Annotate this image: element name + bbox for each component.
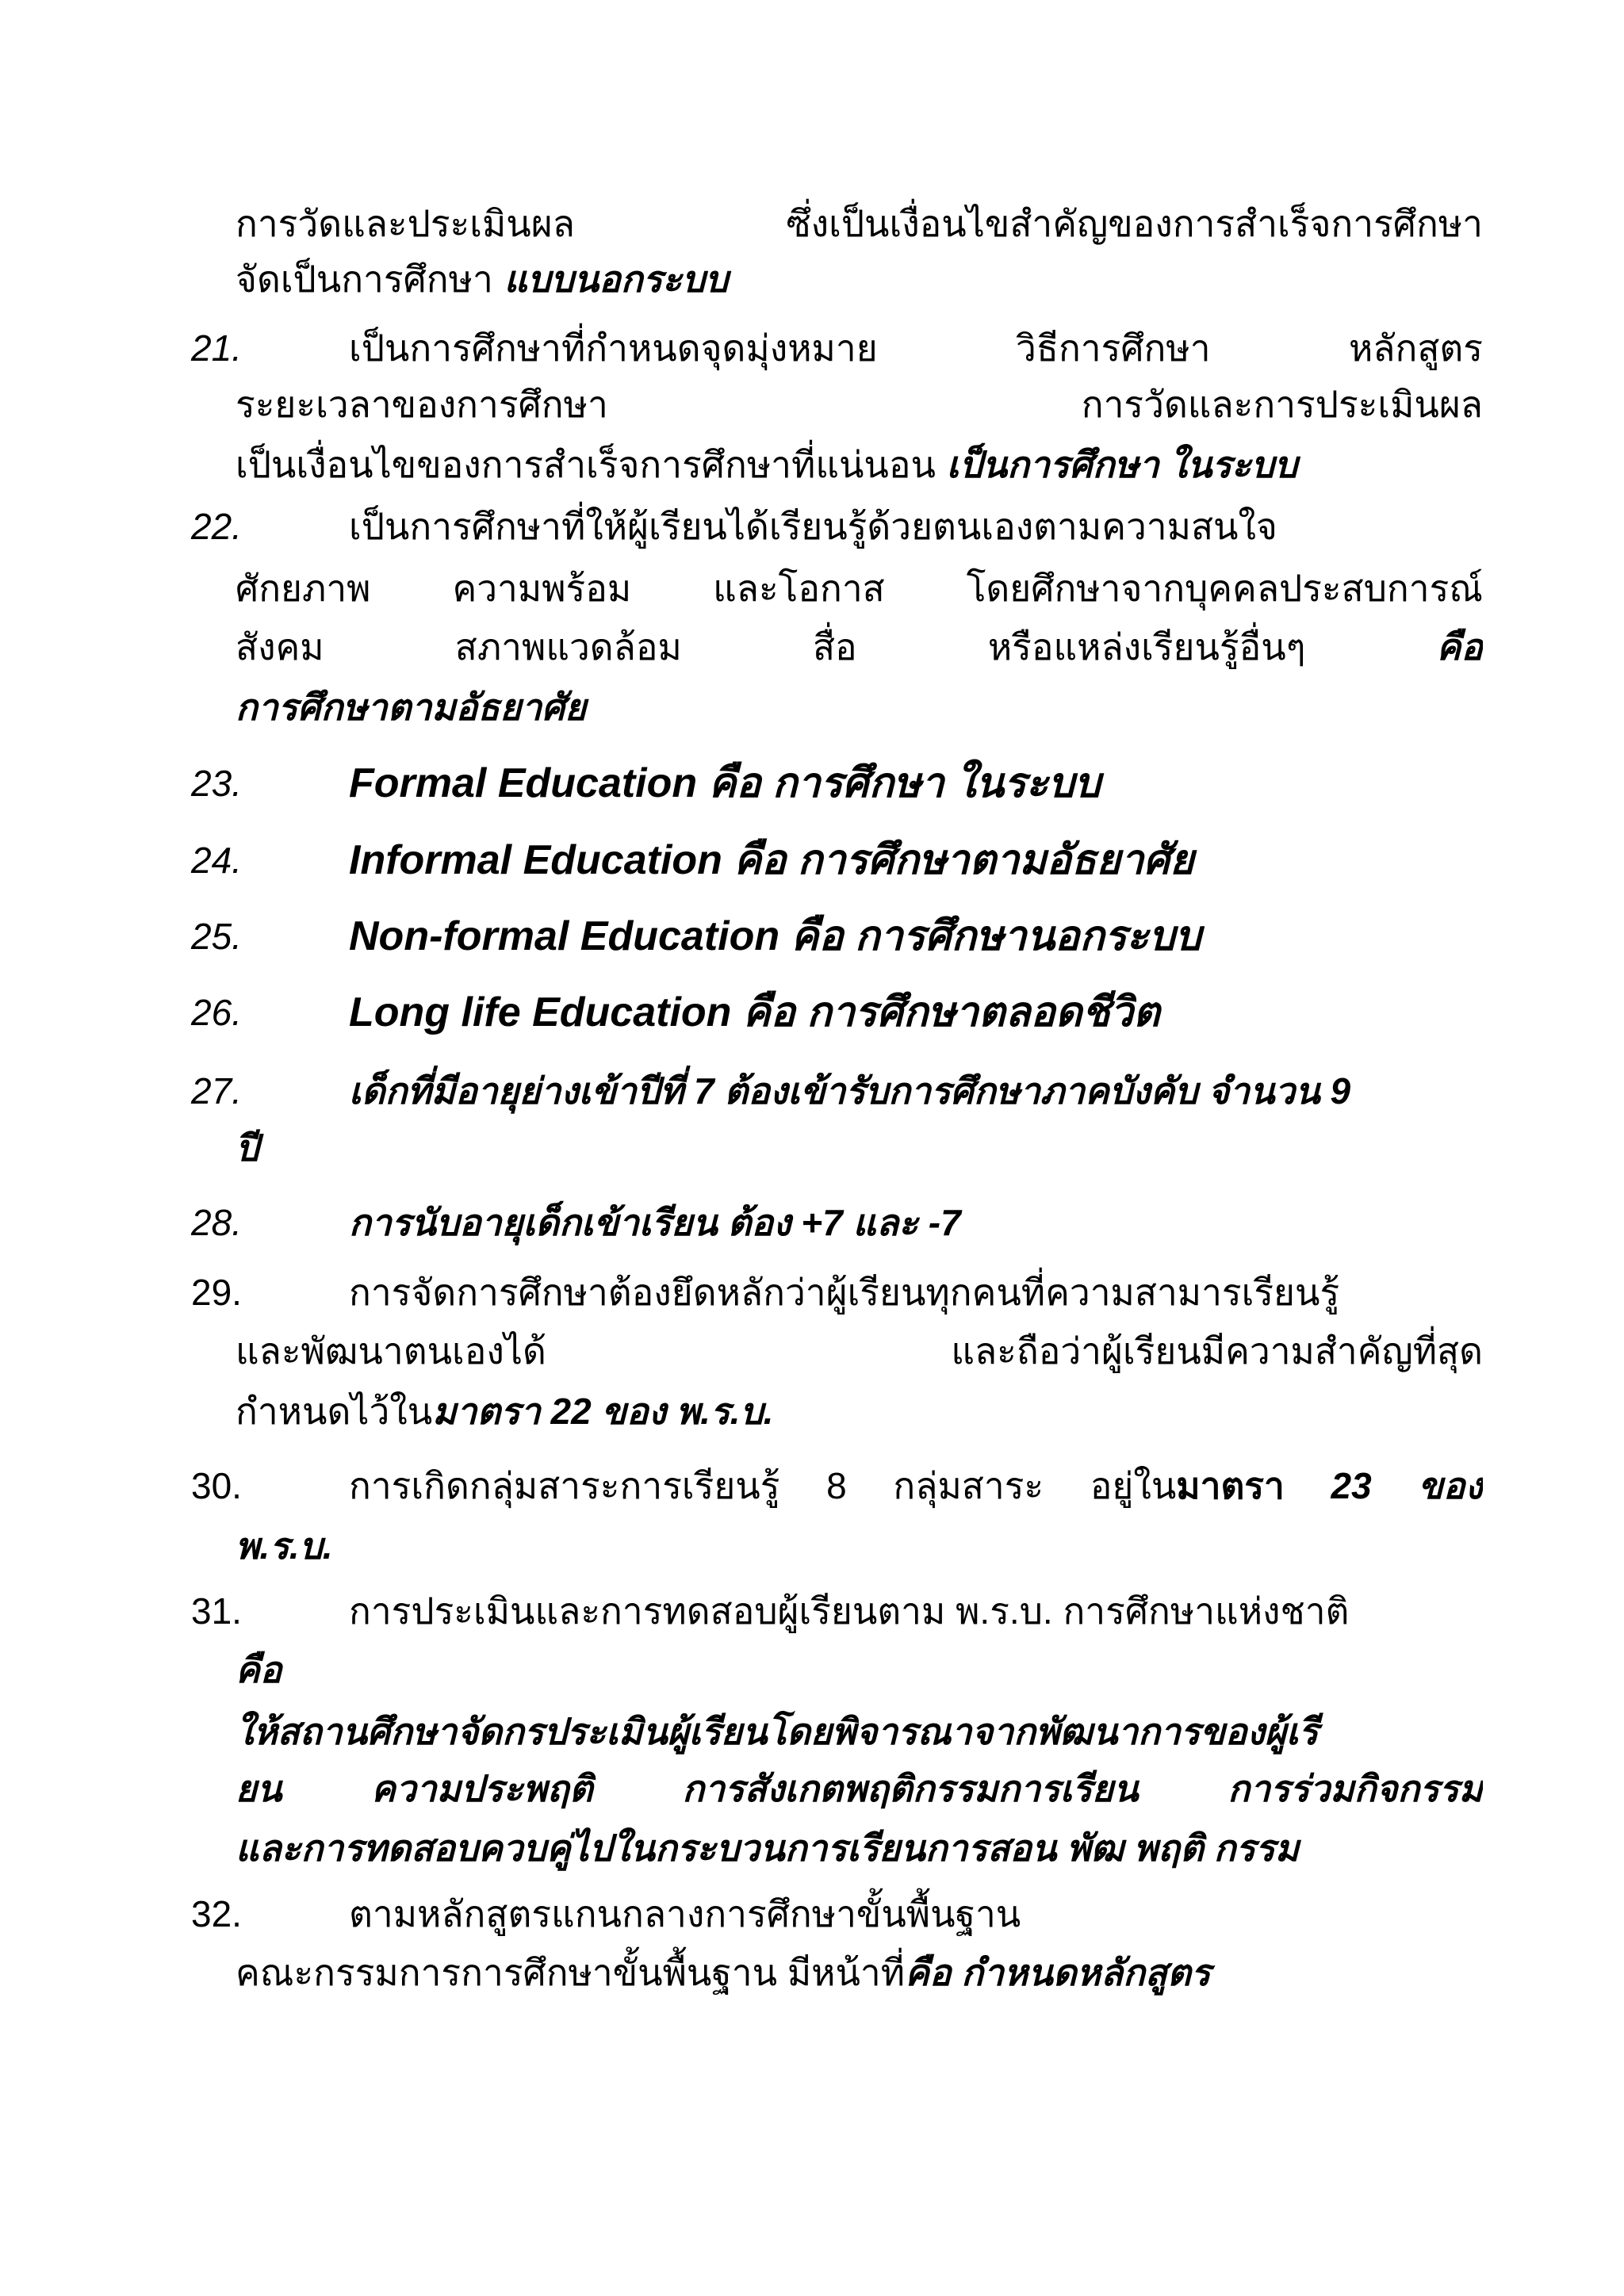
text-segment: และโอกาส bbox=[713, 568, 885, 609]
item-24-line-1 bbox=[349, 831, 1483, 890]
text-group bbox=[1090, 1456, 1285, 1515]
text-segment: ตามหลักสูตรแกนกลางการศึกษาขั้นพื้นฐาน bbox=[349, 1893, 1021, 1934]
item-number: 23. bbox=[191, 763, 242, 804]
item-number: 25. bbox=[191, 916, 242, 957]
text-segment: อยู่ใน bbox=[1090, 1465, 1177, 1506]
text-segment: จัดเป็นการศึกษา bbox=[236, 258, 493, 300]
item-number: 28. bbox=[191, 1202, 242, 1243]
emphasis-text: Non-formal Education คือ การศึกษานอกระบบ bbox=[349, 913, 1201, 959]
item-29-line-1 bbox=[349, 1263, 1483, 1322]
text-segment: และพัฒนาตนเองได้ bbox=[236, 1330, 546, 1372]
item-number: 24. bbox=[191, 840, 242, 881]
emphasis-text: 23 bbox=[1331, 1465, 1372, 1506]
continuation-line-2 bbox=[236, 250, 1483, 308]
item-number: 29. bbox=[191, 1272, 242, 1313]
item-30-line-2 bbox=[236, 1517, 1483, 1575]
emphasis-text: การศึกษาตามอัธยาศัย bbox=[236, 687, 587, 728]
item-28-line-1 bbox=[349, 1193, 1483, 1252]
item-31-line-3 bbox=[236, 1702, 1483, 1761]
item-31-line-2 bbox=[236, 1640, 1483, 1699]
item-number: 31. bbox=[191, 1590, 242, 1632]
emphasis-text: คือ bbox=[1436, 626, 1483, 668]
emphasis-text: คือ bbox=[236, 1649, 282, 1690]
emphasis-text: และการทดสอบควบคู่ไปในกระบวนการเรียนการสอน พัฒ พฤติ กรรม bbox=[236, 1827, 1300, 1869]
text-segment: วิธีการศึกษา bbox=[1016, 327, 1211, 369]
item-30-line-1 bbox=[349, 1456, 1483, 1515]
emphasis-text: พ.ร.บ. bbox=[236, 1525, 333, 1567]
text-segment: กลุ่มสาระ bbox=[893, 1465, 1044, 1506]
item-26-line-1 bbox=[349, 983, 1483, 1042]
emphasis-text: มาตรา bbox=[1176, 1465, 1285, 1506]
text-segment: เป็นการศึกษาที่ให้ผู้เรียนได้เรียนรู้ด้วยตนเองตามความสนใจ bbox=[349, 506, 1277, 547]
item-25-line-1 bbox=[349, 907, 1483, 966]
text-segment: โดยศึกษาจากบุคคลประสบการณ์ bbox=[966, 568, 1483, 609]
text-segment: หรือแหล่งเรียนรู้อื่นๆ bbox=[987, 626, 1306, 668]
item-31-line-4 bbox=[236, 1759, 1483, 1818]
emphasis-text: การร่วมกิจกรรม bbox=[1228, 1768, 1483, 1809]
item-23-line-1 bbox=[349, 754, 1483, 813]
text-segment: เป็นการศึกษาที่กำหนดจุดมุ่งหมาย bbox=[349, 327, 878, 369]
item-number: 30. bbox=[191, 1465, 242, 1506]
text-segment: สื่อ bbox=[812, 626, 857, 668]
text-segment: การจัดการศึกษาต้องยึดหลักว่าผู้เรียนทุกคนที่ความสามารเรียนรู้ bbox=[349, 1272, 1340, 1313]
emphasis-text: เด็กที่มีอายุย่างเข้าปีที่ 7 ต้องเข้ารับการศึกษาภาคบังคับ จำนวน 9 bbox=[349, 1070, 1351, 1112]
item-number: 22. bbox=[191, 506, 242, 547]
emphasis-text: ปี bbox=[236, 1127, 259, 1169]
emphasis-text: การนับอายุเด็กเข้าเรียน ต้อง +7 และ -7 bbox=[349, 1202, 961, 1243]
emphasis-text: การสังเกตพฤติกรรมการเรียน bbox=[682, 1768, 1139, 1809]
text-segment: ซึ่งเป็นเงื่อนไขสำคัญของการสำเร็จการศึกษา bbox=[786, 203, 1483, 244]
emphasis-text: Informal Education คือ การศึกษาตามอัธยาศัย bbox=[349, 837, 1194, 883]
emphasis-text: Long life Education คือ การศึกษาตลอดชีวิต bbox=[349, 989, 1160, 1035]
text-segment: ระยะเวลาของการศึกษา bbox=[236, 384, 608, 425]
item-22-line-4 bbox=[236, 678, 1483, 737]
text-segment: ศักยภาพ bbox=[236, 568, 371, 609]
item-32-line-1 bbox=[349, 1885, 1483, 1943]
text-segment: ความพร้อม bbox=[452, 568, 632, 609]
item-21-line-2 bbox=[236, 375, 1483, 434]
text-segment: สังคม bbox=[236, 626, 324, 668]
item-number: 27. bbox=[191, 1070, 242, 1112]
text-segment: การวัดและประเมินผล bbox=[236, 203, 575, 244]
emphasis-text: มาตรา 22 ของ พ.ร.บ. bbox=[432, 1391, 774, 1432]
text-segment: คณะกรรมการการศึกษาขั้นพื้นฐาน มีหน้าที่ bbox=[236, 1952, 906, 1993]
item-31-line-1 bbox=[349, 1582, 1483, 1640]
emphasis-text: แบบนอกระบบ bbox=[504, 258, 729, 300]
emphasis-text: ความประพฤติ bbox=[371, 1768, 593, 1809]
item-29-line-3 bbox=[236, 1382, 1483, 1441]
emphasis-text: คือ กำหนดหลักสูตร bbox=[905, 1952, 1211, 1993]
text-segment: การประเมินและการทดสอบผู้เรียนตาม พ.ร.บ. การศึกษาแห่งชาติ bbox=[349, 1590, 1350, 1632]
text-segment: เป็นเงื่อนไขของการสำเร็จการศึกษาที่แน่นอน bbox=[236, 444, 936, 485]
emphasis-text: เป็นการศึกษา ในระบบ bbox=[946, 444, 1298, 485]
text-segment: การเกิดกลุ่มสาระการเรียนรู้ bbox=[349, 1465, 780, 1506]
text-segment: การวัดและการประเมินผล bbox=[1081, 384, 1483, 425]
item-32-line-2 bbox=[236, 1943, 1483, 2002]
text-segment: และถือว่าผู้เรียนมีความสำคัญที่สุด bbox=[951, 1330, 1483, 1372]
text-segment: สภาพแวดล้อม bbox=[454, 626, 682, 668]
emphasis-text: ของ bbox=[1418, 1465, 1483, 1506]
continuation-line-1 bbox=[236, 194, 1483, 253]
item-27-line-2 bbox=[236, 1119, 1483, 1177]
item-number: 32. bbox=[191, 1893, 242, 1934]
item-22-line-2 bbox=[236, 559, 1483, 618]
text-segment: หลักสูตร bbox=[1348, 327, 1483, 369]
item-21-line-3 bbox=[236, 435, 1483, 494]
item-number: 26. bbox=[191, 992, 242, 1033]
item-21-line-1 bbox=[349, 319, 1483, 377]
item-29-line-2 bbox=[236, 1322, 1483, 1380]
item-31-line-5 bbox=[236, 1819, 1483, 1877]
text-segment: 8 bbox=[826, 1465, 847, 1506]
emphasis-text: ให้สถานศึกษาจัดกรประเมินผู้เรียนโดยพิจารณาจากพัฒนาการของผู้เรี bbox=[236, 1711, 1319, 1752]
item-22-line-3 bbox=[236, 618, 1483, 676]
emphasis-text: Formal Education คือ การศึกษา ในระบบ bbox=[349, 760, 1101, 806]
emphasis-text: ยน bbox=[236, 1768, 282, 1809]
text-segment: กำหนดไว้ใน bbox=[236, 1391, 433, 1432]
item-22-line-1 bbox=[349, 497, 1483, 556]
item-27-line-1 bbox=[349, 1062, 1483, 1120]
item-number: 21. bbox=[191, 327, 242, 369]
